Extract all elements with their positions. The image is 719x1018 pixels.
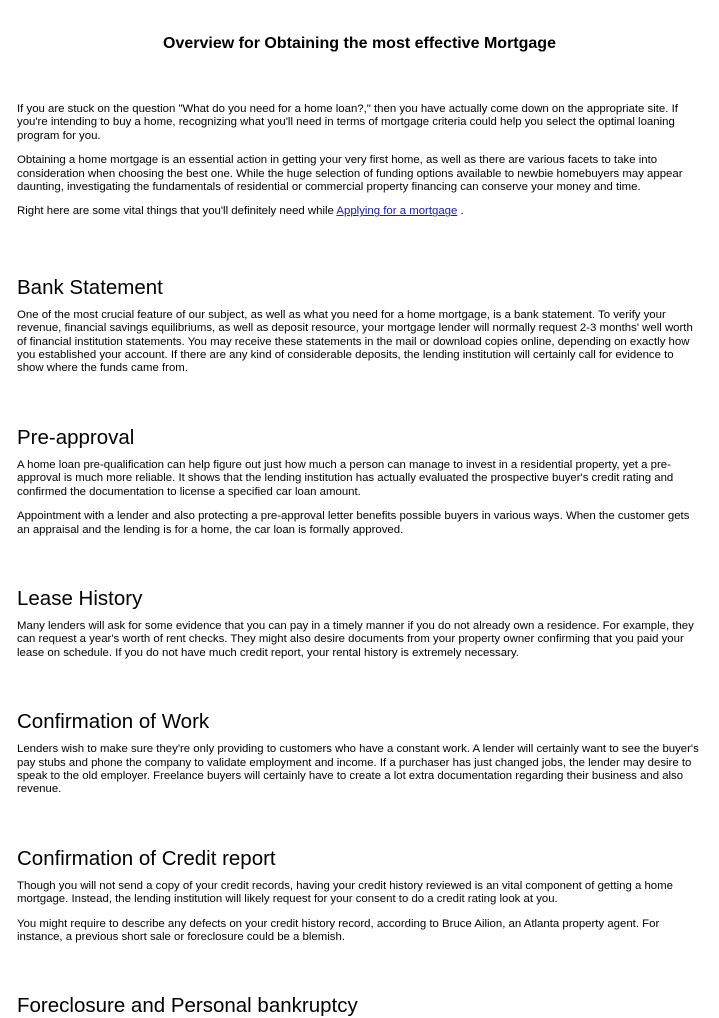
section-heading-confirmation-of-work: Confirmation of Work <box>17 710 210 734</box>
intro-link-after: . <box>457 205 464 218</box>
credit-report-paragraph-2: You might require to describe any defects on your credit history record, according to Bruce Ailion, an Atlanta property agent. For instance, a previous short sale or foreclosure could be a blemish. <box>17 917 660 943</box>
intro-paragraph-3 <box>17 205 702 218</box>
intro-section <box>17 103 702 219</box>
section-heading-bank-statement: Bank Statement <box>17 275 163 299</box>
pre-approval-paragraph-1: A home loan pre-qualification can help figure out just how much a person can manage to invest in a residential property, yet a pre-approval is much more reliable. It shows that the lending institution has actually evaluated the prospective buyer's credit rating and confirmed the documentation to license a specified car loan amount. <box>17 458 674 498</box>
intro-paragraph-1: If you are stuck on the question "What do you need for a home loan?," then you have actually come down on the appropriate site. If you're intending to buy a home, recognizing what you'll need in terms of mortgage criteria could help you select the optimal loaning program for you. <box>17 103 678 142</box>
section-heading-lease-history: Lease History <box>17 586 143 610</box>
confirmation-of-work-paragraph-1: Lenders wish to make sure they're only providing to customers who have a constant work. A lender will certainly want to see the buyer's pay stubs and phone the company to validate employment and income. If a purchaser has just changed jobs, the lender may desire to speak to the old employer. Freelance buyers will certainly have to create a lot extra documentation regarding their business and also revenue. <box>17 743 699 796</box>
bank-statement-paragraph-1: One of the most crucial feature of our subject, as well as what you need for a home mortgage, is a bank statement. To verify your revenue, financial savings equilibriums, as well as deposit resource, your mortgage lender will normally request 2-3 months' well worth of financial institution statements. You may receive these statements in the mail or download copies online, depending on exactly how you established your account. If there are any kind of considerable deposits, the lending institution will certainly call for evidence to show where the funds came from. <box>17 308 693 375</box>
lease-history-paragraph-1: Many lenders will ask for some evidence that you can pay in a timely manner if you do not already own a residence. For example, they can request a year's worth of rent checks. They might also desire documents from your property owner confirming that you paid your lease on schedule. If you do not have much credit report, your rental history is extremely necessary. <box>17 619 694 659</box>
section-heading-foreclosure-and-bankruptcy: Foreclosure and Personal bankruptcy <box>17 994 358 1018</box>
credit-report-paragraph-1: Though you will not send a copy of your credit records, having your credit history reviewed is an vital component of getting a home mortgage. Instead, the lending institution will likely request for your consent to do a credit rating look at you. <box>17 879 673 906</box>
intro-link-before: Right here are some vital things that you'll definitely need while <box>17 205 337 218</box>
section-heading-confirmation-of-credit-report: Confirmation of Credit report <box>17 846 276 870</box>
intro-paragraph-2: Obtaining a home mortgage is an essential action in getting your very first home, as well as there are various facets to take into consideration when choosing the best one. While the huge selection of funding options available to newbie homebuyers may appear daunting, investigating the fundamentals of residential or commercial property financing can conserve your money and time. <box>17 154 683 194</box>
section-heading-pre-approval: Pre-approval <box>17 425 135 449</box>
applying-for-mortgage-link[interactable]: Applying for a mortgage <box>336 205 458 218</box>
pre-approval-paragraph-2: Appointment with a lender and also protecting a pre-approval letter benefits possible buyers in various ways. When the customer gets an appraisal and the lending is for a home, the car loan is formally approved. <box>17 510 690 536</box>
document-title: Overview for Obtaining the most effective Mortgage <box>163 35 556 52</box>
